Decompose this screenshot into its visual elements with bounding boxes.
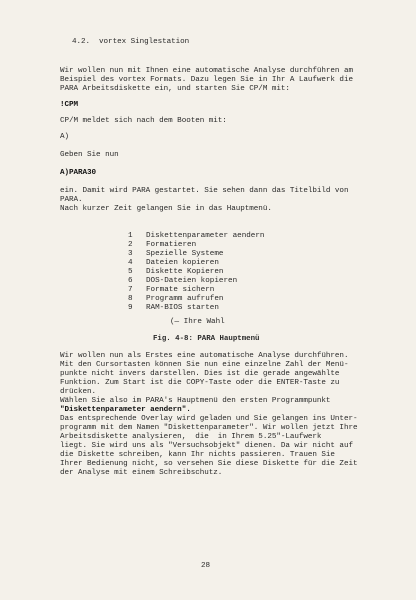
menu-item-number: 9 <box>128 304 133 312</box>
menu-item-label: Formate sichern <box>146 286 215 294</box>
body-line-3: punkte nicht invers darstellen. Dies ist die gerade angewählte <box>60 370 340 378</box>
body-line-12: der Analyse mit einem Schreibschutz. <box>60 469 223 477</box>
command-cpm: !CPM <box>60 101 79 109</box>
menu-item-label: Diskettenparameter aendern <box>146 232 265 240</box>
menu-item-label: Formatieren <box>146 241 197 249</box>
enter-instruction: Geben Sie nun <box>60 151 119 159</box>
body-line-11: Ihrer Bedienung nicht, so versehen Sie diese Diskette für die Zeit <box>60 460 358 468</box>
menu-choice-prompt: (— Ihre Wahl <box>170 318 225 326</box>
body-line-4: Funktion. Zum Start ist die COPY-Taste oder die ENTER-Taste zu <box>60 379 340 387</box>
menu-item-number: 2 <box>128 241 133 249</box>
menu-item-label: RAM-BIOS starten <box>146 304 219 312</box>
menu-item-number: 6 <box>128 277 133 285</box>
body-line-10: die Diskette schreiben, kann Ihr nichts passieren. Trauen Sie <box>60 451 335 459</box>
menu-item-number: 3 <box>128 250 133 258</box>
menu-item-number: 8 <box>128 295 133 303</box>
cpm-message-line: CP/M meldet sich nach dem Booten mit: <box>60 117 227 125</box>
body-line-7: programm mit dem Namen "Diskettenparameter". Wir wollen jetzt Ihre <box>60 424 358 432</box>
intro-line-2: Beispiel des vortex Formats. Dazu legen Sie in Ihr A Laufwerk die <box>60 76 353 84</box>
page-number: 28 <box>201 562 211 570</box>
intro-line-1: Wir wollen nun mit Ihnen eine automatische Analyse durchführen am <box>60 67 353 75</box>
body-select-line: Wählen Sie also im PARA's Hauptmenü den ersten Programmpunkt <box>60 397 331 405</box>
menu-item-label: Programm aufrufen <box>146 295 224 303</box>
figure-caption: Fig. 4-8: PARA Hauptmenü <box>153 335 260 343</box>
body-line-5: drücken. <box>60 388 97 396</box>
menu-item-number: 4 <box>128 259 133 267</box>
menu-item-label: Spezielle Systeme <box>146 250 224 258</box>
prompt-a: A) <box>60 133 70 141</box>
body-menu-point: "Diskettenparameter aendern". <box>60 406 191 414</box>
menu-item-label: Diskette Kopieren <box>146 268 224 276</box>
body-line-9: liegt. Sie wird uns als "Versuchsobjekt" dienen. Da wir nicht auf <box>60 442 353 450</box>
intro-line-3: PARA Arbeitsdiskette ein, und starten Sie CP/M mit: <box>60 85 290 93</box>
menu-item-label: Dateien kopieren <box>146 259 219 267</box>
after-para-line-1: ein. Damit wird PARA gestartet. Sie sehen dann das Titelbild von <box>60 187 349 195</box>
after-para-line-2: PARA. <box>60 196 83 204</box>
menu-item-label: DOS-Dateien kopieren <box>146 277 238 285</box>
command-para30: A)PARA30 <box>60 169 97 177</box>
body-line-8: Arbeitsdiskette analysieren, die in Ihrem 5.25"-Laufwerk <box>60 433 322 441</box>
menu-item-number: 7 <box>128 286 133 294</box>
menu-item-number: 1 <box>128 232 133 240</box>
body-line-1: Wir wollen nun als Erstes eine automatische Analyse durchführen. <box>60 352 349 360</box>
section-heading: 4.2. vortex Singlestation <box>72 38 190 46</box>
body-line-2: Mit den Cursortasten können Sie nun eine einzelne Zahl der Menü- <box>60 361 349 369</box>
after-para-line-3: Nach kurzer Zeit gelangen Sie in das Hauptmenü. <box>60 205 272 213</box>
body-line-6: Das entsprechende Overlay wird geladen und Sie gelangen ins Unter- <box>60 415 358 423</box>
menu-item-number: 5 <box>128 268 133 276</box>
